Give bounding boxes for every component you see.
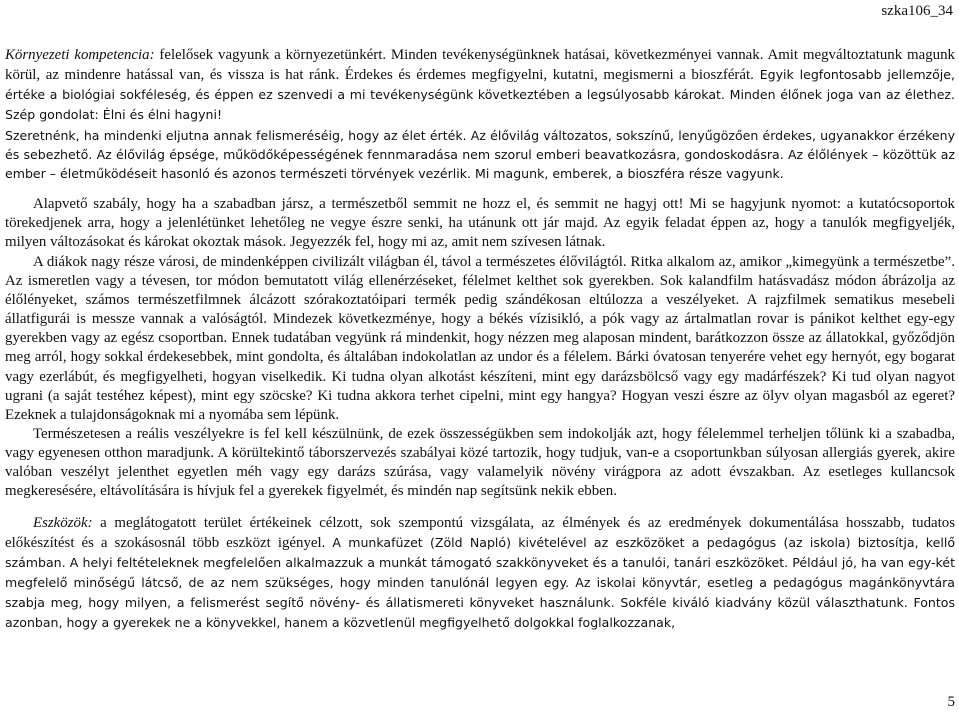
tools-label: Eszközök: [33,514,93,531]
page-header-code: szka106_34 [881,3,953,19]
paragraph-students: A diákok nagy része városi, de mindenképpen civilizált világban él, távol a természetes élővilágtól. Ritka alkalom az, amikor „kimegyünk a természetbe”. Az ismeretlen vagy a tévesen, tor módon bemutatott világ ellenérzéseket, félelmet kelthet sok gyerekben. Sok kalandfilm hatásvadász módon ábrázolja az élőlényeket, számos természetfilmnek álcázott szórakoztatóipari termék pedig szándékosan eltúlozza a veszélyeket. A rajzfilmek sematikus mesebeli állatfigurái is messze vannak a valóságtól. Mindezek következménye, hogy a békés vízisikló, a pók vagy az ártalmatlan rovar is pánikot kelthet egy-egy gyerekben vagy az egész csoportban. Ennek tudatában vegyünk rá mindenkit, hogy nézzen meg alaposan mindent, barátkozzon össze az állatokkal, győződjön meg arról, hogy sokkal érdekesebbek, mint gondolta, és általában indokolatlan az undor és a félelem. Bárki óvatosan tenyerére vehet egy hernyót, egy bogarat vagy ezerlábút, és megfigyelheti, hogyan viselkedik. Ki tudna olyan alkotást készíteni, mint egy darázsbölcső vagy egy madárfészek? Ki tud olyan nagyot ugrani (a saját testéhez képest), mint egy szöcske? Ki tudna akkora terhet cipelni, mint egy hangya? Hogyan veszi észre az ölyv olyan magasból az egeret? Ezeknek a tulajdonságoknak mi a nyomába sem lépünk. [5,253,955,423]
paragraph-dangers: Természetesen a reális veszélyekre is fel kell készülnünk, de ezek összességükben sem indokolják azt, hogy félelemmel terheljen tőlünk ki a szabadba, vagy egyenesen otthon maradjunk. A körültekintő táborszervezés szabályai közé tartozik, hogy tudjuk, van-e a csoportunkban súlyosan allergiás gyerek, akire valóban veszélyt jelenthet egyetlen méh vagy egy darázs szúrása, vagy valamelyik növény virágpora az adott évszakban. Az esetleges kullancsok megkeresésére, eltávolítására is hívjuk fel a gyerekek figyelmét, és mindén nap segítsünk nekik ebben. [5,425,955,500]
page-number: 5 [947,694,955,710]
paragraph-tools [5,514,955,634]
competence-text-sans: Egyik legfontosabb jellemzője, értéke a biológiai sokféleség, és éppen ez szenvedi a mi tevékenységünk következtében a legsúlyosabb károkat. Minden élőnek joga van az élethez. Szép gondolat: Élni és élni hagyni! [5,67,955,123]
competence-label: Környezeti kompetencia: [5,47,155,63]
competence-text: felelősek vagyunk a környezetünkért. Minden tevékenységünknek hatásai, következményei vannak. Amit megváltoztatunk magunk körül, az mindenre hatással van, és vissza is hat ránk. Érdekes és érdemes megfigyelni, kutatni, megismerni a bioszférát. [5,47,955,84]
tools-text-sans: A munkafüzet (Zöld Napló) kivételével az eszközöket a pedagógus (az iskola) biztosítja, kellő számban. A helyi feltételeknek megfelelően alkalmazzuk a munkát támogató szakkönyveket és a tanulói, tanári eszközöket. Például jó, ha van egy-két megfelelő minőségű látcső, de az nem szükséges, hogy minden tanulónál legyen egy. Az iskolai könyvtár, esetleg a pedagógus magánkönyvtára szabja meg, hogy milyen, a felismerést segítő növény- és állatismereti könyveket használunk. Sokféle kiváló kiadvány közül választhatunk. Fontos azonban, hogy a gyerekek ne a könyvekkel, hanem a közvetlenül megfigyelhető dolgokkal foglalkozzanak, [5,534,955,631]
paragraph-life-value: Szeretnénk, ha mindenki eljutna annak felismeréséig, hogy az élet érték. Az élővilág változatos, sokszínű, lenyűgözően érdekes, ugyanakkor érzékeny és sebezhető. Az élővilág épsége, működőképességének fennmaradása nem szorul emberi beavatkozásra, gondoskodásra. Az élőlények – közöttük az ember – életműködéseit hasonló és azonos természeti törvények vezérlik. Mi magunk, emberek, a bioszféra része vagyunk. [5,127,955,181]
document-body [5,46,955,634]
paragraph-basic-rule: Alapvető szabály, hogy ha a szabadban jársz, a természetből semmit ne hozz el, és semmit ne hagyj ott! Mi se hagyjunk nyomot: a kutatócsoportok törekedjenek arra, hogy a jelenlétünket lehetőleg ne vegye észre senki, ha utánunk ott jár majd. Az egyik feladat éppen az, hogy a tanulók megfigyeljék, milyen változásokat és károkat okoztak mások. Jegyezzék fel, hogy mi az, amit nem szívesen látnak. [5,196,955,251]
tools-text: a meglátogatott terület értékeinek célzott, sok szempontú vizsgálata, az élmények és az eredmények dokumentálása hosszabb, tudatos előkészítést és a szokásosnál több eszközt igényel. [5,514,955,551]
paragraph-competence [5,46,955,126]
